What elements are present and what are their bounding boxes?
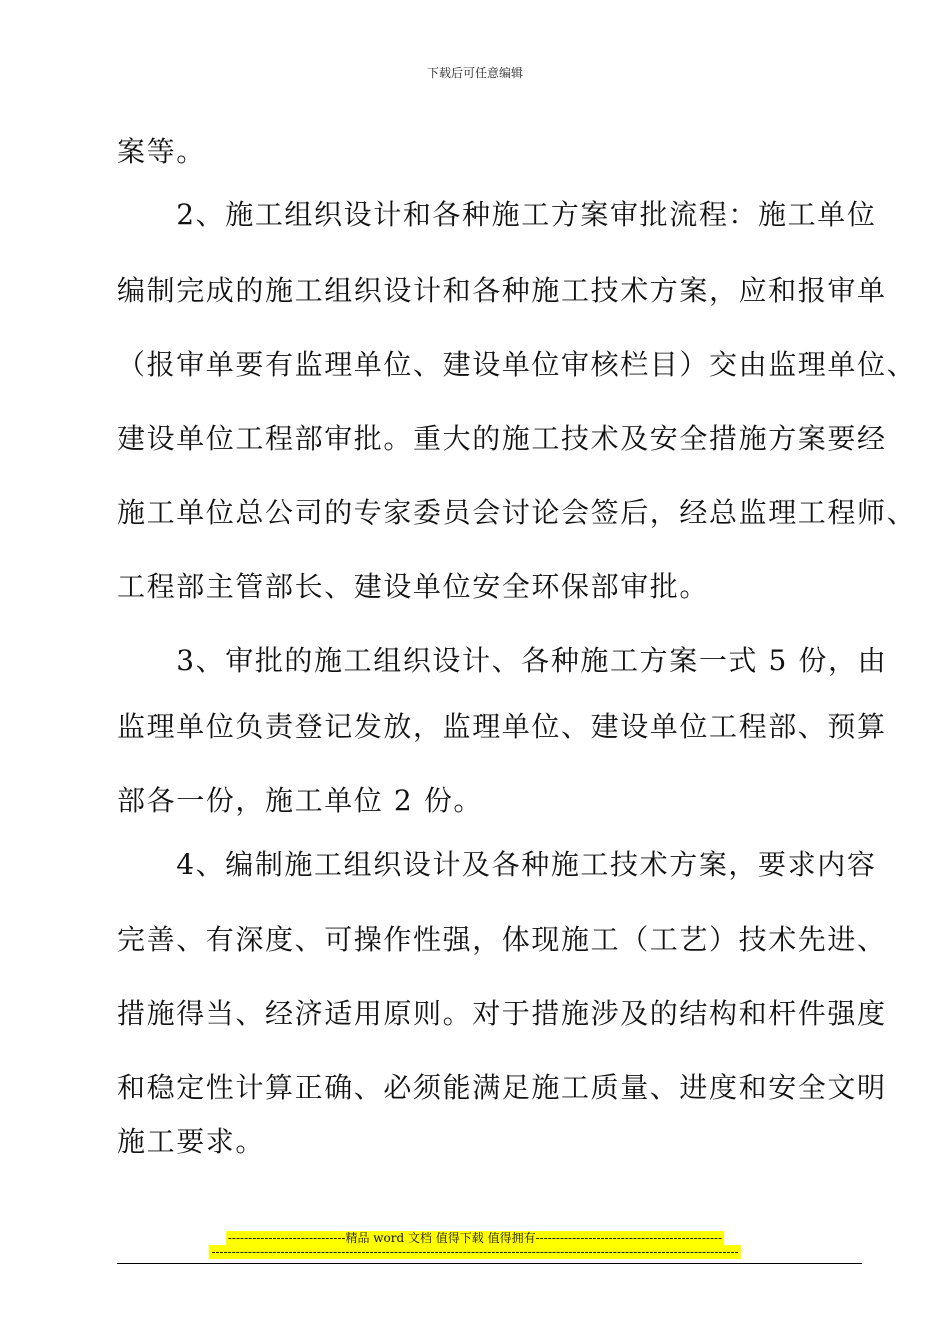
page-header: 下载后可任意编辑 xyxy=(426,66,523,80)
text-line: （报审单要有监理单位、建设单位审核栏目）交由监理单位、 xyxy=(117,348,917,381)
text-line: 施工单位总公司的专家委员会讨论会签后，经总监理工程师、 xyxy=(117,496,917,529)
footer-banner-line-2 xyxy=(0,1245,950,1259)
text-line: 工程部主管部长、建设单位安全环保部审批。 xyxy=(117,570,710,603)
text-line: 2、施工组织设计和各种施工方案审批流程：施工单位 xyxy=(117,198,877,231)
text-line: 监理单位负责登记发放，监理单位、建设单位工程部、预算 xyxy=(117,710,887,743)
text-line: 编制完成的施工组织设计和各种施工技术方案，应和报审单 xyxy=(117,274,887,307)
footer-rule xyxy=(117,1263,862,1264)
text-line: 措施得当、经济适用原则。对于措施涉及的结构和杆件强度 xyxy=(117,997,887,1030)
text-line: 4、编制施工组织设计及各种施工技术方案，要求内容 xyxy=(117,848,877,881)
text-line: 3、审批的施工组织设计、各种施工方案一式 5 份，由 xyxy=(117,644,888,677)
text-line: 和稳定性计算正确、必须能满足施工质量、进度和安全文明 xyxy=(117,1071,887,1104)
text-line: 部各一份，施工单位 2 份。 xyxy=(117,784,484,817)
text-line: 施工要求。 xyxy=(117,1125,266,1158)
text-line: 案等。 xyxy=(117,135,206,168)
footer-banner-line-1 xyxy=(0,1231,950,1245)
text-line: 完善、有深度、可操作性强，体现施工（工艺）技术先进、 xyxy=(117,923,887,956)
text-line: 建设单位工程部审批。重大的施工技术及安全措施方案要经 xyxy=(117,422,887,455)
footer-banner-text: -----------------------------精品 word 文档 值得下载 值得拥有---------------------------------------------- xyxy=(227,1231,723,1245)
footer-banner-dashes: ---------------------------------------------------------------------------------------------------------------------------------- xyxy=(211,1245,739,1259)
